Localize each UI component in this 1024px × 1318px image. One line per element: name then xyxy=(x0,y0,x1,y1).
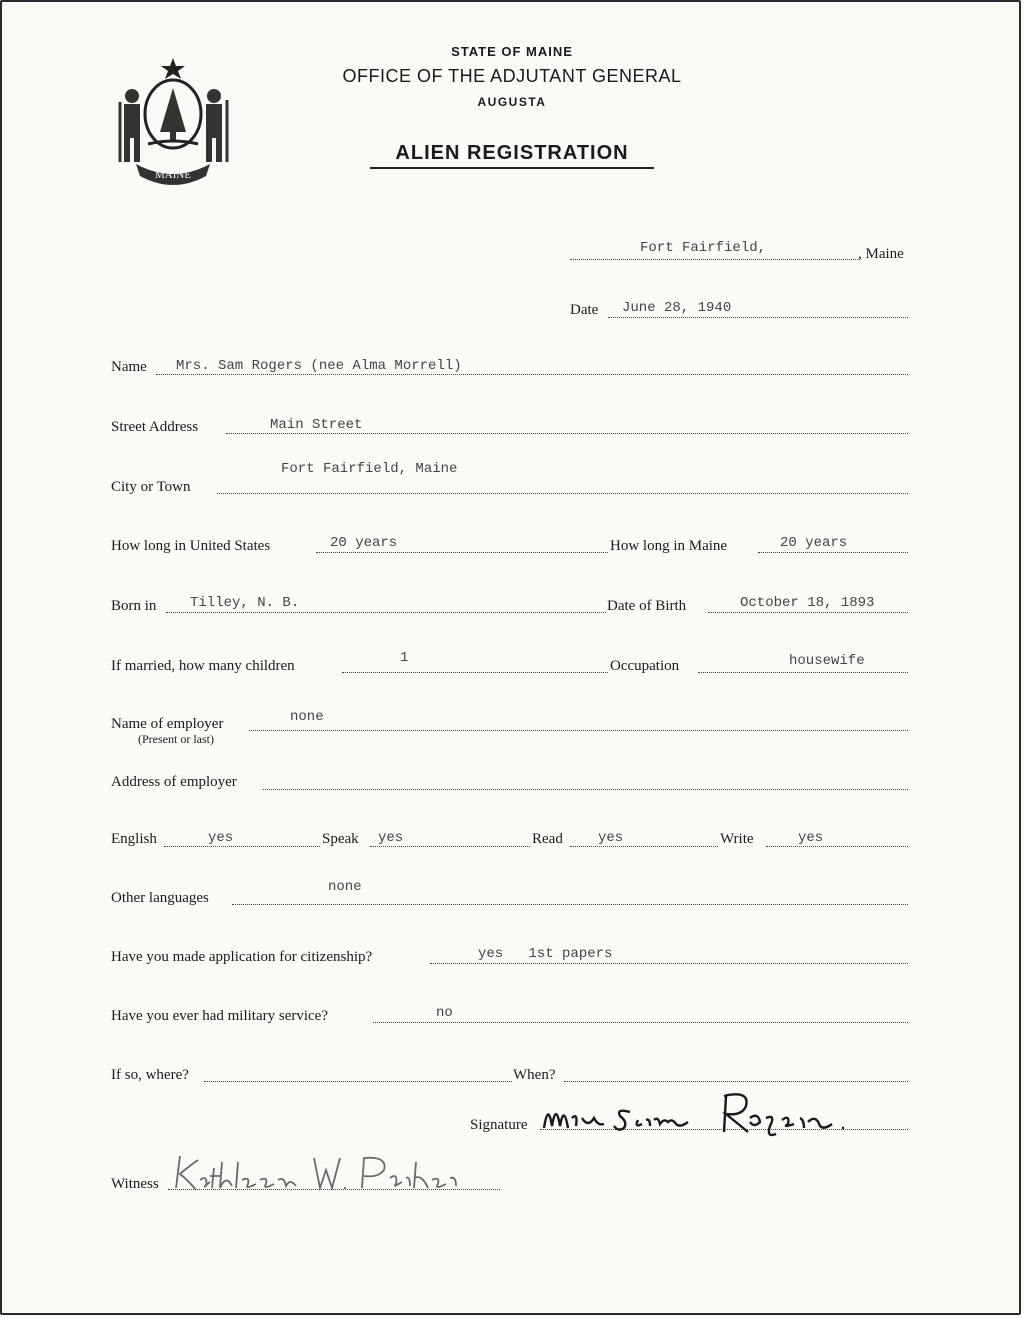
witness-label: Witness xyxy=(111,1176,159,1192)
employer-address-label: Address of employer xyxy=(111,774,237,790)
city-value: Fort Fairfield, Maine xyxy=(281,461,458,477)
how-long-us-line xyxy=(316,552,608,553)
employer-value: none xyxy=(290,709,324,725)
how-long-maine-value: 20 years xyxy=(780,535,848,551)
citizenship-value: yes 1st papers xyxy=(478,946,613,962)
witness-signature xyxy=(166,1148,466,1194)
svg-text:MAINE: MAINE xyxy=(154,169,192,181)
employer-address-line xyxy=(263,789,908,790)
place-suffix: , Maine xyxy=(858,246,904,262)
employer-sublabel: (Present or last) xyxy=(138,732,214,746)
date-line xyxy=(608,317,908,318)
other-languages-label: Other languages xyxy=(111,890,209,906)
born-in-line xyxy=(166,612,606,613)
read-label: Read xyxy=(532,831,563,847)
children-value: 1 xyxy=(400,650,409,666)
place-value: Fort Fairfield, xyxy=(640,240,767,256)
english-line xyxy=(164,846,320,847)
street-line xyxy=(226,433,908,434)
when-label: When? xyxy=(513,1067,556,1083)
where-line xyxy=(204,1081,512,1082)
write-value: yes xyxy=(798,830,824,846)
military-label: Have you ever had military service? xyxy=(111,1008,328,1024)
name-value: Mrs. Sam Rogers (nee Alma Morrell) xyxy=(176,358,462,374)
signature-label: Signature xyxy=(470,1117,528,1133)
applicant-signature xyxy=(538,1082,878,1144)
street-label: Street Address xyxy=(111,419,199,435)
dob-label: Date of Birth xyxy=(607,598,687,614)
read-line xyxy=(570,846,718,847)
other-languages-value: none xyxy=(328,879,362,895)
form-title: ALIEN REGISTRATION xyxy=(370,142,654,169)
read-value: yes xyxy=(598,830,624,846)
children-label: If married, how many children xyxy=(111,658,295,674)
citizenship-label: Have you made application for citizenship? xyxy=(111,949,373,965)
military-value: no xyxy=(436,1005,453,1021)
speak-line xyxy=(370,846,530,847)
military-line xyxy=(373,1022,908,1023)
employer-label: Name of employer xyxy=(111,716,224,732)
header-office: OFFICE OF THE ADJUTANT GENERAL xyxy=(342,66,682,86)
born-in-value: Tilley, N. B. xyxy=(190,595,300,611)
employer-line xyxy=(249,730,908,731)
city-label: City or Town xyxy=(111,479,191,495)
how-long-maine-label: How long in Maine xyxy=(610,538,728,554)
english-value: yes xyxy=(208,830,234,846)
occupation-label: Occupation xyxy=(610,658,680,674)
place-line xyxy=(570,259,858,260)
other-languages-line xyxy=(232,904,908,905)
born-in-label: Born in xyxy=(111,598,157,614)
header-state: STATE OF MAINE xyxy=(451,44,573,59)
children-line xyxy=(342,672,608,673)
dob-line xyxy=(708,612,908,613)
write-line xyxy=(766,846,908,847)
name-line xyxy=(156,374,908,375)
occupation-line xyxy=(698,672,908,673)
city-line xyxy=(217,493,908,494)
how-long-us-label: How long in United States xyxy=(111,538,271,554)
speak-label: Speak xyxy=(322,831,359,847)
speak-value: yes xyxy=(378,830,404,846)
street-value: Main Street xyxy=(270,417,363,433)
name-label: Name xyxy=(111,359,147,375)
how-long-us-value: 20 years xyxy=(330,535,398,551)
how-long-maine-line xyxy=(758,552,908,553)
date-value: June 28, 1940 xyxy=(622,300,732,316)
dob-value: October 18, 1893 xyxy=(740,595,875,611)
where-label: If so, where? xyxy=(111,1067,189,1083)
occupation-value: housewife xyxy=(789,653,865,669)
citizenship-line xyxy=(430,963,908,964)
header-city: AUGUSTA xyxy=(477,95,547,109)
write-label: Write xyxy=(720,831,754,847)
date-label: Date xyxy=(570,302,599,318)
english-label: English xyxy=(111,831,157,847)
